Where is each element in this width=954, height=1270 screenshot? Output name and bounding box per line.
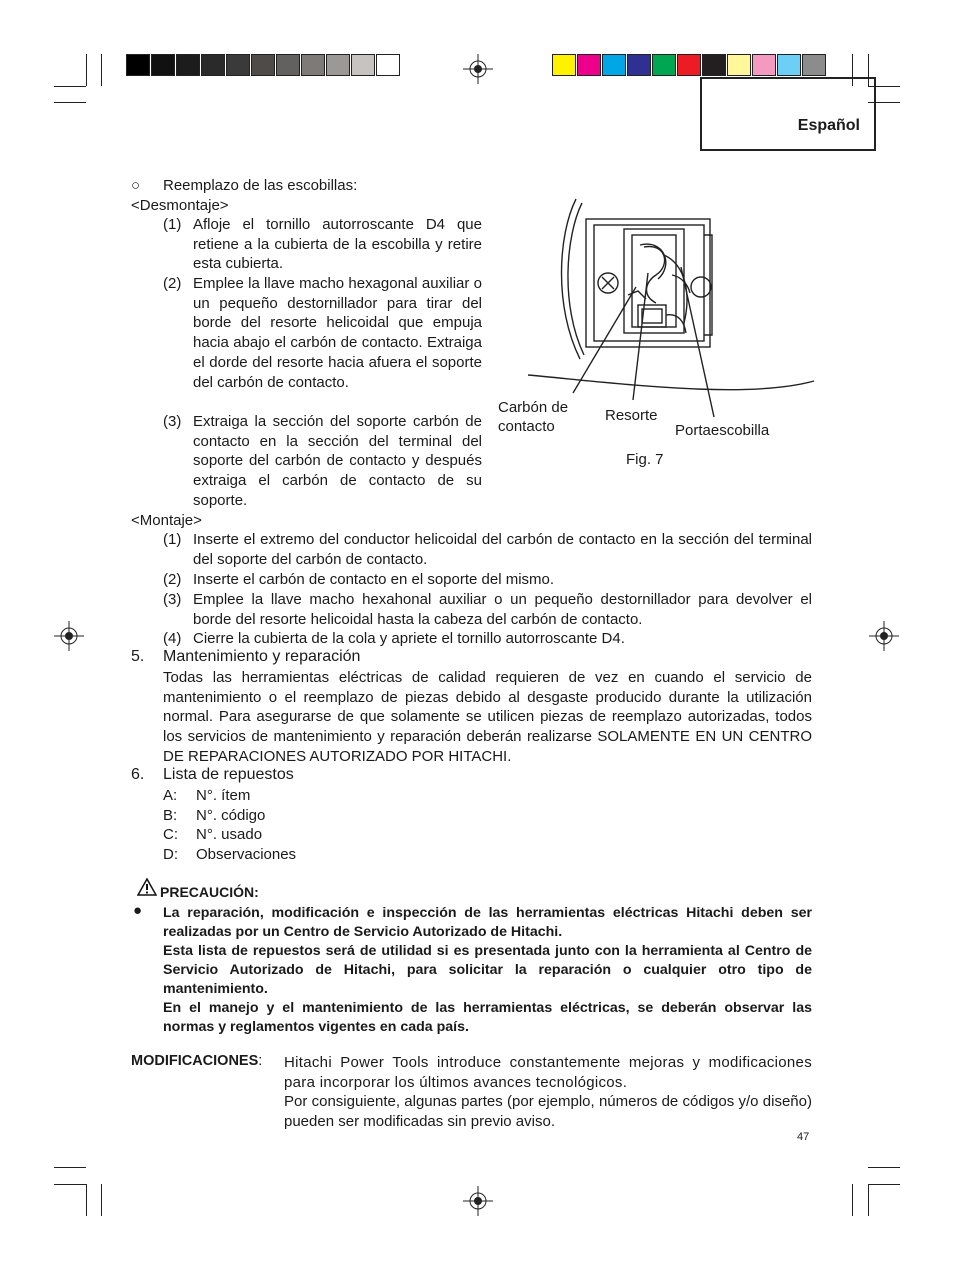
gray-swatch: [301, 54, 325, 76]
registration-mark-icon: [463, 1186, 493, 1216]
circle-bullet-icon: ○: [131, 177, 141, 194]
list-item-key: A:: [163, 787, 178, 804]
brush-section-heading: [131, 176, 357, 196]
color-swatch: [552, 54, 576, 76]
section5-number: 5.: [131, 648, 145, 665]
figure-label-portaescobilla: Portaescobilla: [675, 422, 770, 439]
step-text: Afloje el tornillo autorroscante D4 que retiene a la cubierta de la escobilla y retire esta cubierta.: [193, 216, 482, 273]
gray-swatch: [201, 54, 225, 76]
color-swatch: [627, 54, 651, 76]
list-item: [163, 825, 296, 845]
step-text: Cierre la cubierta de la cola y apriete el tornillo autorroscante D4.: [193, 630, 625, 647]
step-text: Inserte el extremo del conductor helicoidal del carbón de contacto en la sección del terminal del soporte del carbón de contacto.: [193, 531, 812, 568]
modificaciones-body: [284, 1053, 812, 1132]
desmontaje-label: <Desmontaje>: [131, 197, 229, 214]
warning-triangle-icon: [137, 878, 157, 896]
caution-title: PRECAUCIÓN:: [160, 884, 259, 900]
brush-section-title: Reemplazo de las escobillas:: [163, 177, 358, 194]
montaje-label: <Montaje>: [131, 512, 202, 529]
step-number: (3): [163, 413, 182, 430]
step-number: (1): [163, 531, 182, 548]
color-swatch: [702, 54, 726, 76]
caution-body: [163, 904, 812, 1037]
language-tab: [700, 77, 876, 151]
brush-holder-illustration: [496, 195, 821, 427]
registration-mark-icon: [463, 54, 493, 84]
color-swatch: [777, 54, 801, 76]
step-text: Emplee la llave macho hexahonal auxiliar o un pequeño destornillador para devolver el borde del resorte helicoidal hasta la cabeza del carbón de contacto.: [193, 591, 812, 628]
color-swatch: [727, 54, 751, 76]
gray-swatch: [251, 54, 275, 76]
color-swatch: [677, 54, 701, 76]
gray-swatch: [151, 54, 175, 76]
list-item-key: B:: [163, 806, 178, 824]
modificaciones-paragraph: Por consiguiente, algunas partes (por ejemplo, números de códigos y/o diseño) pueden ser modificadas sin previo aviso.: [284, 1093, 812, 1131]
list-item-key: C:: [163, 826, 178, 844]
modificaciones-colon: :: [258, 1053, 263, 1069]
figure-label-carbon-line1: Carbón de: [498, 399, 569, 416]
color-swatch: [652, 54, 676, 76]
step-number: (3): [163, 591, 182, 608]
list-item-key: D:: [163, 846, 178, 864]
list-item: [163, 806, 296, 826]
modificaciones-label-text: MODIFICACIONES: [131, 1053, 259, 1069]
step-text: Emplee la llave macho hexagonal auxiliar o un pequeño destornillador para tirar del borde del resorte helicoidal que empuja hacia abajo el carbón de contacto. Extraiga el dorde del resorte hacia afuera el soporte del carbón de contacto.: [193, 275, 482, 391]
page-number: 47: [797, 1131, 810, 1143]
figure-label-resorte: Resorte: [605, 407, 658, 424]
gray-swatch: [351, 54, 375, 76]
caution-bullet-icon: ●: [133, 902, 143, 919]
list-item: [163, 786, 296, 806]
color-swatch: [802, 54, 826, 76]
step-number: (1): [163, 216, 182, 233]
gray-swatch: [176, 54, 200, 76]
section6-number: 6.: [131, 766, 145, 783]
step-text: Inserte el carbón de contacto en el soporte del mismo.: [193, 571, 555, 588]
caution-paragraph: La reparación, modificación e inspección de las herramientas eléctricas Hitachi deben ser realizadas por un Centro de Servicio Autorizado de Hitachi.: [163, 905, 812, 940]
figure-caption: Fig. 7: [626, 451, 664, 468]
section5-title: Mantenimiento y reparación: [163, 648, 361, 665]
list-item-text: N°. usado: [196, 826, 263, 844]
modificaciones-label: [131, 1053, 262, 1069]
step-number: (4): [163, 630, 182, 647]
caution-paragraph: En el manejo y el mantenimiento de las herramientas eléctricas, se deberán observar las normas y reglamentos vigentes en cada país.: [163, 1000, 812, 1035]
color-swatch: [752, 54, 776, 76]
section6-title: Lista de repuestos: [163, 766, 294, 783]
gray-swatch: [226, 54, 250, 76]
parts-list-legend: [163, 786, 296, 865]
color-swatch: [577, 54, 601, 76]
step-number: (2): [163, 571, 182, 588]
language-label: Español: [797, 117, 860, 134]
gray-swatch: [276, 54, 300, 76]
caution-paragraph: Esta lista de repuestos será de utilidad si es presentada junto con la herramienta al Centro de Servicio Autorizado de Hitachi, para solicitar la reparación o cualquier otro tipo de mantenimiento.: [163, 943, 812, 997]
registration-mark-icon: [869, 621, 899, 651]
color-swatch: [602, 54, 626, 76]
list-item: [163, 845, 296, 865]
modificaciones-paragraph: Hitachi Power Tools introduce constantemente mejoras y modificaciones para incorporar los últimos avances tecnológicos.: [284, 1054, 812, 1091]
list-item-text: Observaciones: [196, 846, 297, 864]
figure-label-carbon-line2: contacto: [498, 418, 555, 435]
list-item-text: N°. código: [196, 806, 266, 824]
step-text: Extraiga la sección del soporte carbón de contacto en la sección del terminal del soporte del carbón de contacto y después extraiga el carbón de contacto de su soporte.: [193, 413, 482, 509]
step-number: (2): [163, 275, 182, 292]
gray-swatch: [376, 54, 400, 76]
section5-body: Todas las herramientas eléctricas de calidad requieren de vez en cuando el servicio de mantenimiento o el reemplazo de piezas debido al desgaste producido durante la utilización normal. Para asegurarse de que solamente se utilicen piezas de reemplazo autorizadas, todos los servicios de mantenimiento y reparación deberán realizarse SOLAMENTE EN UN CENTRO DE REPARACIONES AUTORIZADO POR HITACHI.: [163, 669, 812, 765]
registration-mark-icon: [54, 621, 84, 651]
list-item-text: N°. ítem: [196, 787, 251, 804]
gray-swatch: [126, 54, 150, 76]
gray-swatch: [326, 54, 350, 76]
